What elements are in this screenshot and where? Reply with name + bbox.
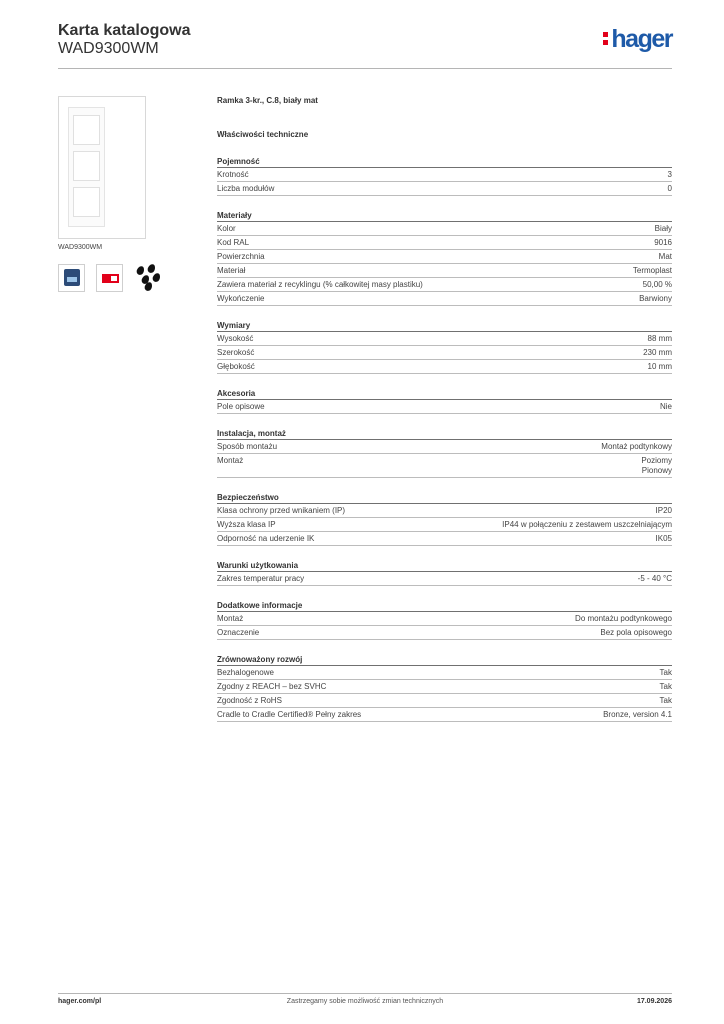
spec-section — [217, 560, 672, 586]
frame-illustration — [68, 107, 105, 227]
spec-value: Tak — [659, 682, 672, 691]
image-caption: WAD9300WM — [58, 244, 103, 251]
spec-key: Zgodność z RoHS — [217, 696, 282, 705]
spec-key: Bezhalogenowe — [217, 668, 274, 677]
spec-value: Montaż podtynkowy — [601, 442, 672, 451]
spec-value: 9016 — [654, 238, 672, 247]
doc-title: Karta katalogowa — [58, 22, 191, 39]
spec-row — [217, 332, 672, 346]
spec-key: Krotność — [217, 170, 249, 179]
spec-value: IK05 — [655, 534, 672, 543]
spec-value: Biały — [654, 224, 672, 233]
spec-key: Odporność na uderzenie IK — [217, 534, 315, 543]
sustainability-badge-icon — [58, 264, 85, 292]
spec-key: Zakres temperatur pracy — [217, 574, 305, 583]
spec-key: Kod RAL — [217, 238, 250, 247]
spec-section — [217, 600, 672, 640]
spec-row — [217, 236, 672, 250]
page-footer — [58, 993, 672, 1005]
spec-row — [217, 454, 672, 478]
spec-value: Mat — [658, 252, 672, 261]
spec-key: Klasa ochrony przed wnikaniem (IP) — [217, 506, 346, 515]
spec-value: 88 mm — [647, 334, 672, 343]
spec-section — [217, 320, 672, 374]
spec-value: Nie — [659, 402, 672, 411]
specs-column — [217, 96, 672, 722]
section-title: Warunki użytkowania — [217, 560, 672, 572]
section-title: Pojemność — [217, 156, 672, 168]
spec-row — [217, 532, 672, 546]
spec-section — [217, 428, 672, 478]
spec-value: Bez pola opisowego — [600, 628, 672, 637]
spec-key: Głębokość — [217, 362, 255, 371]
footer-disclaimer: Zastrzegamy sobie możliwość zmian technicznych — [286, 998, 444, 1005]
product-name: Ramka 3-kr., C.8, biały mat — [217, 96, 318, 105]
spec-key: Szerokość — [217, 348, 255, 357]
spec-section — [217, 654, 672, 722]
ip-rating-icon — [96, 264, 123, 292]
spec-row — [217, 666, 672, 680]
spec-value: Tak — [659, 696, 672, 705]
water-drops-icon — [135, 264, 162, 292]
product-image — [58, 96, 146, 239]
footer-date: 17.09.2026 — [636, 998, 672, 1005]
spec-key: Pole opisowe — [217, 402, 265, 411]
spec-row — [217, 292, 672, 306]
spec-value: Tak — [659, 668, 672, 677]
spec-section — [217, 388, 672, 414]
spec-key: Zgodny z REACH – bez SVHC — [217, 682, 327, 691]
spec-row — [217, 572, 672, 586]
spec-key: Wykończenie — [217, 294, 265, 303]
spec-key: Wysokość — [217, 334, 254, 343]
logo-text: hager — [611, 25, 672, 53]
spec-value: Poziomy Pionowy — [641, 456, 672, 475]
spec-value: IP44 w połączeniu z zestawem uszczelniającym — [502, 520, 672, 529]
spec-section — [217, 210, 672, 306]
spec-row — [217, 264, 672, 278]
spec-row — [217, 346, 672, 360]
logo-dots-icon — [603, 27, 609, 47]
footer-website: hager.com/pl — [58, 998, 102, 1005]
spec-key: Powierzchnia — [217, 252, 265, 261]
doc-code: WAD9300WM — [58, 40, 159, 57]
spec-row — [217, 250, 672, 264]
spec-key: Wyższa klasa IP — [217, 520, 276, 529]
technical-properties-heading: Właściwości techniczne — [217, 130, 309, 139]
spec-value: IP20 — [655, 506, 672, 515]
section-title: Wymiary — [217, 320, 672, 332]
spec-section — [217, 492, 672, 546]
spec-row — [217, 694, 672, 708]
spec-row — [217, 680, 672, 694]
spec-value: Termoplast — [632, 266, 672, 275]
spec-row — [217, 360, 672, 374]
section-title: Materiały — [217, 210, 672, 222]
spec-row — [217, 440, 672, 454]
section-title: Bezpieczeństwo — [217, 492, 672, 504]
spec-value: 0 — [667, 184, 672, 193]
spec-key: Montaż — [217, 614, 244, 623]
spec-row — [217, 168, 672, 182]
spec-row — [217, 612, 672, 626]
spec-value: 3 — [667, 170, 672, 179]
spec-key: Cradle to Cradle Certified® Pełny zakres — [217, 710, 362, 719]
spec-row — [217, 626, 672, 640]
spec-value: 230 mm — [643, 348, 672, 357]
spec-row — [217, 518, 672, 532]
spec-row — [217, 222, 672, 236]
spec-row — [217, 182, 672, 196]
spec-row — [217, 708, 672, 722]
spec-value: 10 mm — [647, 362, 672, 371]
section-title: Instalacja, montaż — [217, 428, 672, 440]
spec-row — [217, 504, 672, 518]
spec-value: 50,00 % — [642, 280, 672, 289]
spec-value: Bronze, version 4.1 — [603, 710, 672, 719]
spec-sections — [217, 156, 672, 722]
hager-logo — [603, 25, 672, 54]
page-header — [58, 22, 672, 69]
section-title: Akcesoria — [217, 388, 672, 400]
spec-key: Liczba modułów — [217, 184, 275, 193]
spec-section — [217, 156, 672, 196]
spec-key: Kolor — [217, 224, 236, 233]
spec-value: -5 - 40 °C — [637, 574, 672, 583]
spec-row — [217, 400, 672, 414]
spec-key: Materiał — [217, 266, 246, 275]
spec-value: Do montażu podtynkowego — [575, 614, 672, 623]
section-title: Zrównoważony rozwój — [217, 654, 672, 666]
spec-row — [217, 278, 672, 292]
spec-key: Zawiera materiał z recyklingu (% całkowitej masy plastiku) — [217, 280, 423, 289]
section-title: Dodatkowe informacje — [217, 600, 672, 612]
spec-key: Oznaczenie — [217, 628, 260, 637]
spec-key: Sposób montażu — [217, 442, 278, 451]
spec-key: Montaż — [217, 456, 244, 465]
spec-value: Barwiony — [639, 294, 672, 303]
